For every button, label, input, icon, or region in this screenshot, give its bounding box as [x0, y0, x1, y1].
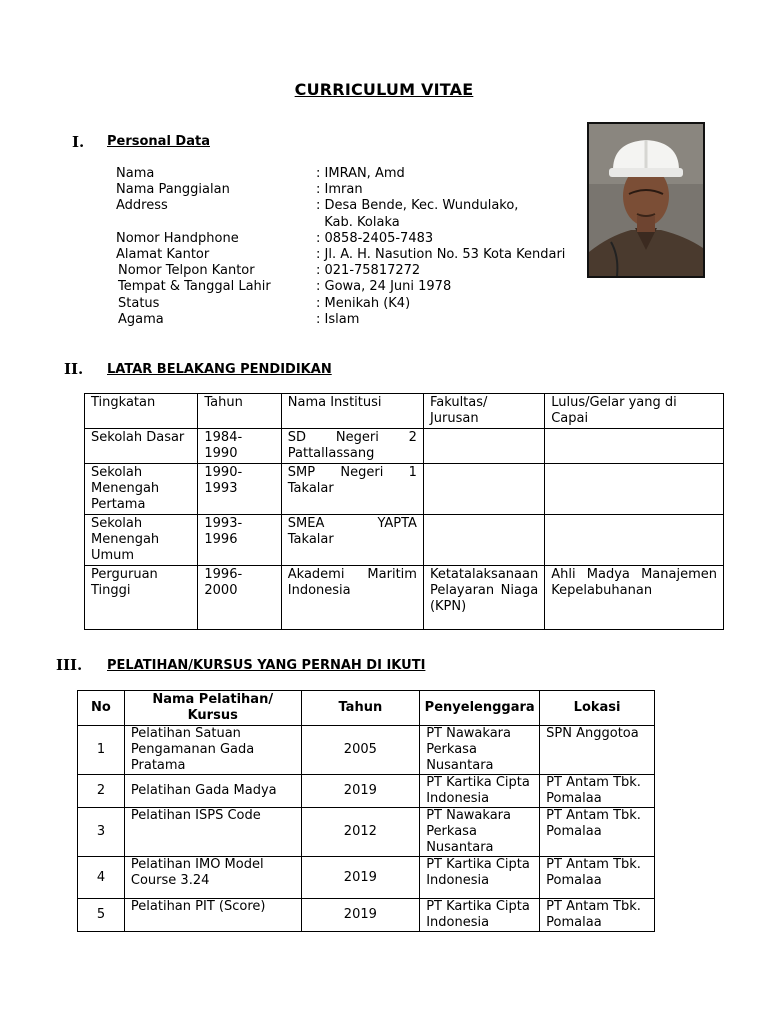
table-row — [85, 464, 724, 515]
header-nama-institusi: Nama Institusi — [281, 394, 423, 429]
institution-line: SD Negeri 2 — [287, 430, 417, 445]
cell-year: 1990-1993 — [198, 464, 281, 515]
cell-name: Pelatihan Satuan Pengamanan Gada Pratama — [124, 726, 301, 775]
cell-year: 1993-1996 — [198, 515, 281, 566]
header-penyelenggara: Penyelenggara — [420, 691, 540, 726]
personal-data-label: Nomor Telpon Kantor — [118, 263, 255, 279]
section-number-personal: I. — [72, 133, 85, 151]
header-tahun: Tahun — [198, 394, 281, 429]
institution-line: SMP Negeri 1 — [287, 465, 417, 480]
personal-data-label: Alamat Kantor — [116, 247, 210, 262]
cell-level: Perguruan Tinggi — [85, 566, 198, 630]
header-no: No — [78, 691, 125, 726]
cell-level: Sekolah Menengah Pertama — [85, 464, 198, 515]
cell-degree — [545, 429, 724, 464]
education-header-row — [85, 394, 724, 429]
cell-level: Sekolah Dasar — [85, 429, 198, 464]
personal-data-label: Status — [118, 295, 160, 311]
cell-degree — [545, 515, 724, 566]
personal-data-value: : Gowa, 24 Juni 1978 — [316, 279, 452, 295]
profile-photo-image — [589, 124, 703, 276]
cell-organizer: PT Kartika Cipta Indonesia — [420, 899, 540, 932]
cell-location: SPN Anggotoa — [540, 726, 655, 775]
cell-institution — [281, 464, 423, 515]
personal-data-value: : Imran — [316, 182, 363, 198]
cell-name: Pelatihan Gada Madya — [124, 775, 301, 808]
personal-data-label: Address — [116, 198, 168, 214]
personal-data-value: : Desa Bende, Kec. Wundulako, — [316, 198, 519, 214]
institution-line: Takalar — [287, 481, 334, 496]
cell-no: 4 — [78, 857, 125, 899]
cell-location: PT Antam Tbk. Pomalaa — [540, 775, 655, 808]
personal-data-value: : Menikah (K4) — [316, 295, 411, 311]
header-fakultas: Fakultas/ Jurusan — [423, 394, 544, 429]
cell-year: 2019 — [301, 899, 420, 932]
cell-organizer: PT Nawakara Perkasa Nusantara — [420, 726, 540, 775]
section-number-training: III. — [56, 656, 83, 674]
cell-no: 3 — [78, 808, 125, 857]
cell-organizer: PT Nawakara Perkasa Nusantara — [420, 808, 540, 857]
personal-data-value: Kab. Kolaka — [316, 214, 400, 230]
personal-data-label: Agama — [118, 311, 164, 327]
personal-data-value: : IMRAN, Amd — [316, 166, 405, 181]
training-table — [77, 690, 655, 932]
cell-faculty — [423, 515, 544, 566]
cell-institution — [281, 566, 423, 630]
cell-year: 2019 — [301, 857, 420, 899]
header-nama-pelatihan: Nama Pelatihan/ Kursus — [124, 691, 301, 726]
cell-no: 1 — [78, 726, 125, 775]
cell-location: PT Antam Tbk. Pomalaa — [540, 808, 655, 857]
cell-institution — [281, 429, 423, 464]
institution-line: SMEA YAPTA — [287, 516, 417, 531]
institution-line: Takalar — [287, 532, 334, 547]
table-row — [78, 857, 655, 899]
institution-line: Pattallassang — [287, 446, 375, 461]
cell-name: Pelatihan ISPS Code — [124, 808, 301, 857]
cell-year: 2005 — [301, 726, 420, 775]
table-row — [85, 515, 724, 566]
section-title-personal: Personal Data — [107, 134, 210, 149]
cell-year: 2019 — [301, 775, 420, 808]
table-row — [78, 726, 655, 775]
personal-data-value: : Jl. A. H. Nasution No. 53 Kota Kendari — [316, 247, 566, 262]
cell-name: Pelatihan PIT (Score) — [124, 899, 301, 932]
personal-data-value: : 0858-2405-7483 — [316, 230, 434, 246]
cell-name: Pelatihan IMO Model Course 3.24 — [124, 857, 301, 899]
header-lulus: Lulus/Gelar yang di Capai — [545, 394, 724, 429]
personal-data-label: Nama — [116, 166, 155, 181]
cell-faculty — [423, 429, 544, 464]
personal-data-value: : Islam — [316, 311, 360, 327]
cell-year: 2012 — [301, 808, 420, 857]
header-lokasi: Lokasi — [540, 691, 655, 726]
cell-faculty: Ketatalaksanaan Pelayaran Niaga (KPN) — [423, 566, 544, 630]
institution-line: Indonesia — [287, 583, 351, 598]
header-tahun: Tahun — [301, 691, 420, 726]
table-row — [78, 808, 655, 857]
section-number-education: II. — [64, 360, 84, 378]
cell-organizer: PT Kartika Cipta Indonesia — [420, 775, 540, 808]
cell-location: PT Antam Tbk. Pomalaa — [540, 857, 655, 899]
cell-degree — [545, 464, 724, 515]
cell-year: 1996-2000 — [198, 566, 281, 630]
personal-data-label: Nama Panggialan — [116, 182, 230, 198]
table-row — [85, 566, 724, 630]
cell-no: 5 — [78, 899, 125, 932]
header-tingkatan: Tingkatan — [85, 394, 198, 429]
section-title-education: LATAR BELAKANG PENDIDIKAN — [107, 362, 332, 377]
table-row — [85, 429, 724, 464]
cell-year: 1984-1990 — [198, 429, 281, 464]
education-table — [84, 393, 724, 630]
section-title-training: PELATIHAN/KURSUS YANG PERNAH DI IKUTI — [107, 658, 426, 673]
cell-no: 2 — [78, 775, 125, 808]
cell-institution — [281, 515, 423, 566]
personal-data-label: Nomor Handphone — [116, 230, 239, 246]
cell-degree: Ahli Madya Manajemen Kepelabuhanan — [545, 566, 724, 630]
table-row — [78, 775, 655, 808]
document-title: CURRICULUM VITAE — [294, 80, 474, 99]
cell-level: Sekolah Menengah Umum — [85, 515, 198, 566]
cell-location: PT Antam Tbk. Pomalaa — [540, 899, 655, 932]
personal-data-value: : 021-75817272 — [316, 263, 421, 279]
cell-organizer: PT Kartika Cipta Indonesia — [420, 857, 540, 899]
table-row — [78, 899, 655, 932]
cell-faculty — [423, 464, 544, 515]
profile-photo — [587, 122, 705, 278]
institution-line: Akademi Maritim — [287, 567, 417, 582]
personal-data-label: Tempat & Tanggal Lahir — [118, 279, 271, 295]
training-header-row — [78, 691, 655, 726]
